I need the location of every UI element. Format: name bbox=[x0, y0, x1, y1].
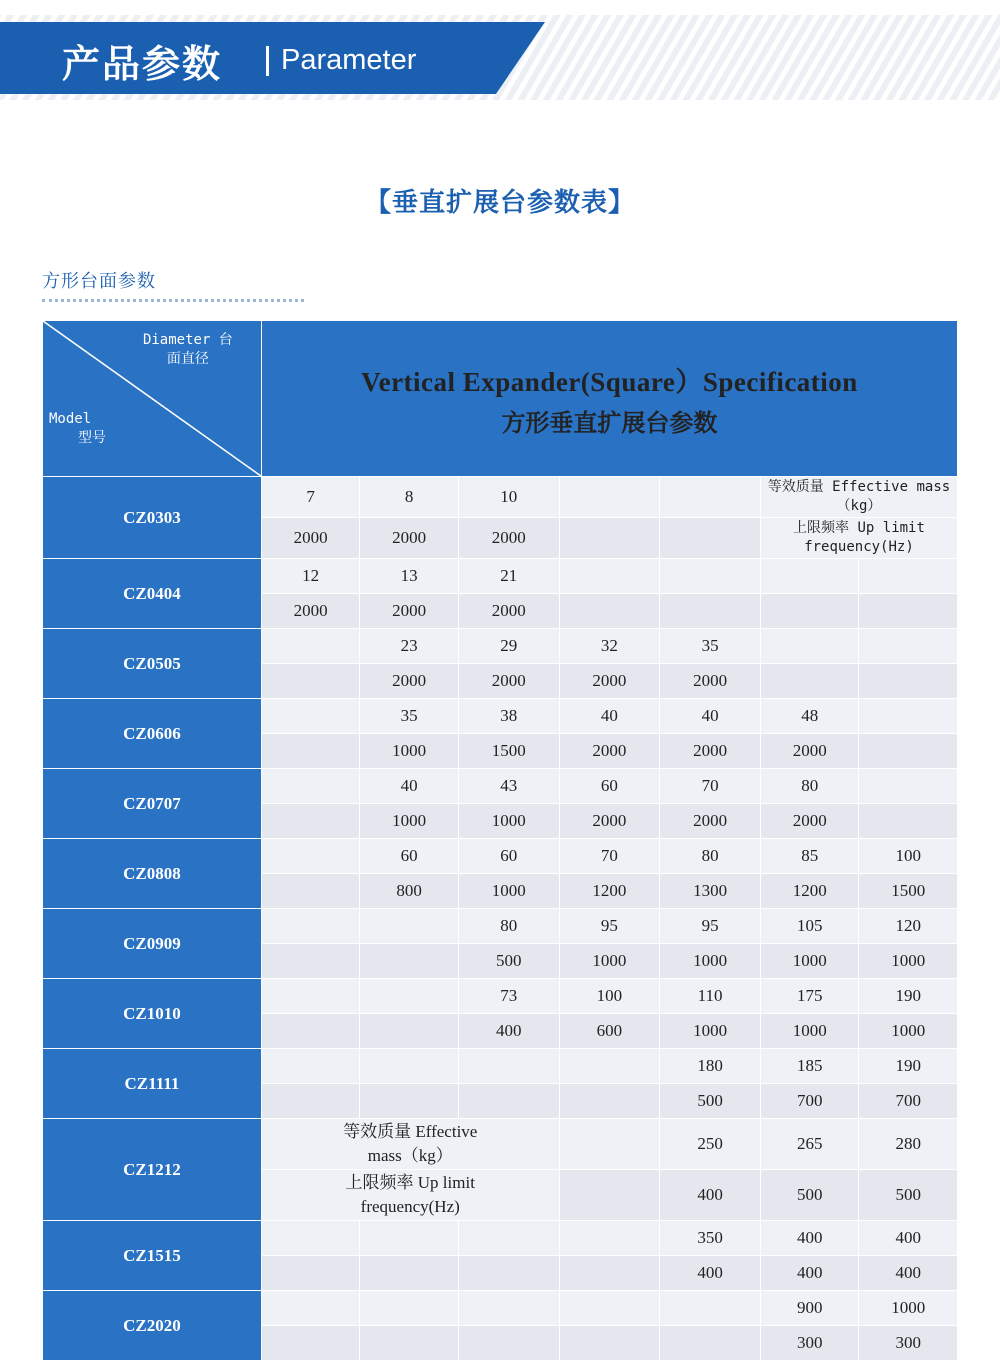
cell-freq bbox=[360, 1084, 459, 1119]
cell-freq bbox=[261, 1084, 360, 1119]
cell-freq: 1000 bbox=[760, 1014, 859, 1049]
cell-mass bbox=[360, 909, 459, 944]
table-row bbox=[43, 839, 958, 874]
model-cell-cz1111: CZ1111 bbox=[43, 1049, 262, 1119]
corner-diameter-line2: 面直径 bbox=[166, 351, 209, 367]
cell-mass: 32 bbox=[559, 629, 660, 664]
cell-freq bbox=[859, 804, 958, 839]
cell-mass: 10 bbox=[458, 477, 559, 518]
cell-mass bbox=[261, 979, 360, 1014]
cell-freq bbox=[360, 1256, 459, 1291]
model-cell-cz1212: CZ1212 bbox=[43, 1119, 262, 1221]
cell-freq: 2000 bbox=[458, 594, 559, 629]
corner-diameter-label bbox=[123, 331, 253, 369]
cell-freq: 1000 bbox=[760, 944, 859, 979]
cell-mass: 23 bbox=[360, 629, 459, 664]
cell-freq: 400 bbox=[859, 1256, 958, 1291]
page-title: 【垂直扩展台参数表】 bbox=[364, 188, 635, 218]
cell-mass: 400 bbox=[760, 1221, 859, 1256]
cell-freq bbox=[559, 1084, 660, 1119]
cell-mass bbox=[458, 1291, 559, 1326]
cell-mass bbox=[261, 909, 360, 944]
model-cell-cz2020: CZ2020 bbox=[43, 1291, 262, 1361]
table-row bbox=[43, 1221, 958, 1256]
cell-freq: 2000 bbox=[261, 518, 360, 559]
cell-mass: 60 bbox=[458, 839, 559, 874]
model-cell-cz1515: CZ1515 bbox=[43, 1221, 262, 1291]
legend-freq-text: 上限频率 Up limit bbox=[793, 520, 925, 536]
legend-up-limit-frequency bbox=[760, 518, 957, 559]
cell-freq bbox=[559, 594, 660, 629]
banner-divider bbox=[266, 46, 269, 76]
cell-mass bbox=[559, 1119, 660, 1170]
cell-freq: 1000 bbox=[660, 944, 761, 979]
cell-mass: 350 bbox=[660, 1221, 761, 1256]
table-row bbox=[43, 909, 958, 944]
cell-mass: 250 bbox=[660, 1119, 761, 1170]
cell-mass bbox=[559, 477, 660, 518]
cell-mass bbox=[261, 629, 360, 664]
legend-mass-unit: （kg） bbox=[836, 498, 882, 514]
cell-freq bbox=[458, 1326, 559, 1361]
cell-mass bbox=[660, 1291, 761, 1326]
cell-mass: 400 bbox=[859, 1221, 958, 1256]
cell-mass bbox=[261, 839, 360, 874]
corner-model-label bbox=[49, 410, 169, 448]
cell-freq: 1000 bbox=[458, 874, 559, 909]
table-header-title-cell bbox=[261, 321, 957, 477]
cell-freq: 800 bbox=[360, 874, 459, 909]
corner-diameter-line1: Diameter 台 bbox=[142, 332, 233, 348]
cell-freq bbox=[559, 1256, 660, 1291]
cell-freq: 700 bbox=[859, 1084, 958, 1119]
cell-mass: 80 bbox=[760, 769, 859, 804]
cell-freq bbox=[458, 1256, 559, 1291]
cell-freq: 1000 bbox=[458, 804, 559, 839]
cell-freq bbox=[859, 734, 958, 769]
cell-mass: 900 bbox=[760, 1291, 859, 1326]
table-row bbox=[43, 477, 958, 518]
cell-freq: 1000 bbox=[559, 944, 660, 979]
cell-freq: 2000 bbox=[760, 734, 859, 769]
cell-mass: 21 bbox=[458, 559, 559, 594]
model-cell-cz0303: CZ0303 bbox=[43, 477, 262, 559]
cell-mass: 40 bbox=[559, 699, 660, 734]
table-row bbox=[43, 979, 958, 1014]
cell-mass: 185 bbox=[760, 1049, 859, 1084]
cell-freq: 400 bbox=[760, 1256, 859, 1291]
cell-mass bbox=[559, 559, 660, 594]
table-row bbox=[43, 559, 958, 594]
table-row bbox=[43, 1119, 958, 1170]
cell-freq bbox=[360, 944, 459, 979]
cell-freq: 2000 bbox=[360, 594, 459, 629]
cell-freq: 2000 bbox=[559, 804, 660, 839]
cell-freq bbox=[859, 664, 958, 699]
cell-freq bbox=[458, 1084, 559, 1119]
cell-mass: 80 bbox=[660, 839, 761, 874]
cell-freq: 1000 bbox=[859, 1014, 958, 1049]
model-cell-cz0505: CZ0505 bbox=[43, 629, 262, 699]
cell-mass: 60 bbox=[360, 839, 459, 874]
cell-mass: 13 bbox=[360, 559, 459, 594]
table-header-title-en: Vertical Expander(Square）Specification bbox=[361, 366, 858, 397]
cell-freq: 400 bbox=[660, 1170, 761, 1221]
cell-freq: 2000 bbox=[458, 664, 559, 699]
cell-mass bbox=[261, 1221, 360, 1256]
corner-model-line2: 型号 bbox=[78, 430, 106, 446]
table-row bbox=[43, 1291, 958, 1326]
legend-freq-mid-line1: 上限频率 Up limit bbox=[345, 1173, 475, 1192]
cell-freq: 1000 bbox=[660, 1014, 761, 1049]
cell-freq: 1200 bbox=[760, 874, 859, 909]
cell-mass: 105 bbox=[760, 909, 859, 944]
cell-mass bbox=[360, 1291, 459, 1326]
cell-mass: 1000 bbox=[859, 1291, 958, 1326]
spec-table bbox=[42, 320, 958, 1361]
cell-mass bbox=[760, 629, 859, 664]
cell-freq: 1300 bbox=[660, 874, 761, 909]
cell-freq bbox=[559, 518, 660, 559]
cell-mass bbox=[859, 699, 958, 734]
cell-freq: 500 bbox=[859, 1170, 958, 1221]
cell-freq: 1500 bbox=[458, 734, 559, 769]
cell-freq: 500 bbox=[660, 1084, 761, 1119]
cell-freq bbox=[559, 1326, 660, 1361]
cell-freq: 1000 bbox=[360, 734, 459, 769]
cell-mass: 48 bbox=[760, 699, 859, 734]
cell-freq: 2000 bbox=[261, 594, 360, 629]
cell-freq: 2000 bbox=[360, 518, 459, 559]
cell-mass: 80 bbox=[458, 909, 559, 944]
cell-mass: 8 bbox=[360, 477, 459, 518]
cell-mass: 280 bbox=[859, 1119, 958, 1170]
cell-mass bbox=[559, 1221, 660, 1256]
cell-freq: 2000 bbox=[458, 518, 559, 559]
cell-freq: 700 bbox=[760, 1084, 859, 1119]
corner-model-line1: Model bbox=[49, 411, 92, 427]
cell-mass: 38 bbox=[458, 699, 559, 734]
dotted-divider bbox=[42, 299, 304, 302]
cell-mass: 7 bbox=[261, 477, 360, 518]
cell-mass bbox=[859, 559, 958, 594]
cell-mass: 29 bbox=[458, 629, 559, 664]
cell-freq: 500 bbox=[760, 1170, 859, 1221]
cell-mass bbox=[360, 979, 459, 1014]
cell-mass bbox=[859, 629, 958, 664]
cell-freq: 300 bbox=[760, 1326, 859, 1361]
cell-mass: 190 bbox=[859, 1049, 958, 1084]
cell-freq bbox=[261, 1326, 360, 1361]
cell-mass: 40 bbox=[660, 699, 761, 734]
cell-mass bbox=[458, 1049, 559, 1084]
table-row bbox=[43, 629, 958, 664]
cell-freq: 2000 bbox=[559, 734, 660, 769]
table-header-row bbox=[43, 321, 958, 477]
model-cell-cz0707: CZ0707 bbox=[43, 769, 262, 839]
cell-mass bbox=[458, 1221, 559, 1256]
legend-mass-mid-line2: mass（kg） bbox=[367, 1146, 453, 1165]
cell-mass: 70 bbox=[660, 769, 761, 804]
cell-mass bbox=[360, 1049, 459, 1084]
section-heading-group bbox=[42, 267, 342, 302]
table-row bbox=[43, 1049, 958, 1084]
cell-mass bbox=[559, 1049, 660, 1084]
cell-freq bbox=[261, 1014, 360, 1049]
cell-freq bbox=[660, 1326, 761, 1361]
cell-mass bbox=[559, 1291, 660, 1326]
cell-mass: 175 bbox=[760, 979, 859, 1014]
cell-mass: 35 bbox=[360, 699, 459, 734]
model-cell-cz0909: CZ0909 bbox=[43, 909, 262, 979]
cell-freq: 2000 bbox=[360, 664, 459, 699]
legend-freq-unit: frequency(Hz) bbox=[804, 539, 914, 555]
cell-mass bbox=[261, 1049, 360, 1084]
cell-freq bbox=[760, 664, 859, 699]
cell-mass: 110 bbox=[660, 979, 761, 1014]
cell-freq bbox=[660, 594, 761, 629]
cell-mass bbox=[261, 699, 360, 734]
cell-freq: 2000 bbox=[660, 664, 761, 699]
model-cell-cz0404: CZ0404 bbox=[43, 559, 262, 629]
cell-mass bbox=[660, 477, 761, 518]
cell-freq bbox=[859, 594, 958, 629]
table-row bbox=[43, 699, 958, 734]
cell-freq: 400 bbox=[660, 1256, 761, 1291]
cell-mass: 190 bbox=[859, 979, 958, 1014]
cell-mass: 95 bbox=[559, 909, 660, 944]
cell-freq: 600 bbox=[559, 1014, 660, 1049]
cell-mass: 43 bbox=[458, 769, 559, 804]
cell-freq bbox=[261, 1256, 360, 1291]
cell-mass: 265 bbox=[760, 1119, 859, 1170]
legend-effective-mass bbox=[760, 477, 957, 518]
cell-mass: 100 bbox=[859, 839, 958, 874]
cell-mass bbox=[859, 769, 958, 804]
banner-title-english: Parameter bbox=[281, 44, 417, 76]
model-cell-cz0808: CZ0808 bbox=[43, 839, 262, 909]
section-heading: 方形台面参数 bbox=[42, 271, 156, 292]
table-header-title-cn: 方形垂直扩展台参数 bbox=[501, 408, 718, 437]
table-corner-cell bbox=[43, 321, 262, 477]
cell-mass: 12 bbox=[261, 559, 360, 594]
cell-freq: 300 bbox=[859, 1326, 958, 1361]
legend-effective-mass-mid bbox=[261, 1119, 559, 1170]
cell-freq bbox=[660, 518, 761, 559]
cell-freq bbox=[360, 1326, 459, 1361]
table-row bbox=[43, 769, 958, 804]
cell-freq bbox=[261, 944, 360, 979]
cell-freq: 400 bbox=[458, 1014, 559, 1049]
cell-freq bbox=[261, 874, 360, 909]
cell-mass: 60 bbox=[559, 769, 660, 804]
cell-freq bbox=[360, 1014, 459, 1049]
cell-freq: 1500 bbox=[859, 874, 958, 909]
cell-mass bbox=[760, 559, 859, 594]
cell-freq: 500 bbox=[458, 944, 559, 979]
cell-mass: 100 bbox=[559, 979, 660, 1014]
cell-mass: 40 bbox=[360, 769, 459, 804]
legend-mass-mid-line1: 等效质量 Effective bbox=[343, 1122, 478, 1141]
model-cell-cz0606: CZ0606 bbox=[43, 699, 262, 769]
cell-freq: 2000 bbox=[660, 804, 761, 839]
cell-mass: 85 bbox=[760, 839, 859, 874]
cell-freq bbox=[261, 664, 360, 699]
cell-mass: 120 bbox=[859, 909, 958, 944]
cell-mass bbox=[360, 1221, 459, 1256]
cell-freq: 1000 bbox=[859, 944, 958, 979]
model-cell-cz1010: CZ1010 bbox=[43, 979, 262, 1049]
spec-table-wrapper bbox=[42, 320, 958, 1361]
cell-freq bbox=[559, 1170, 660, 1221]
cell-freq bbox=[760, 594, 859, 629]
legend-mass-text: 等效质量 Effective mass bbox=[767, 479, 951, 495]
cell-freq bbox=[261, 734, 360, 769]
cell-freq: 2000 bbox=[660, 734, 761, 769]
cell-mass: 95 bbox=[660, 909, 761, 944]
banner-title-chinese: 产品参数 bbox=[62, 42, 223, 86]
page-header-banner bbox=[0, 0, 1000, 115]
legend-freq-mid-line2: frequency(Hz) bbox=[360, 1197, 460, 1216]
cell-mass: 35 bbox=[660, 629, 761, 664]
cell-freq bbox=[261, 804, 360, 839]
cell-mass bbox=[660, 559, 761, 594]
cell-freq: 1200 bbox=[559, 874, 660, 909]
cell-mass bbox=[261, 1291, 360, 1326]
legend-up-limit-frequency-mid bbox=[261, 1170, 559, 1221]
cell-mass: 73 bbox=[458, 979, 559, 1014]
cell-freq: 2000 bbox=[559, 664, 660, 699]
cell-mass: 180 bbox=[660, 1049, 761, 1084]
cell-freq: 1000 bbox=[360, 804, 459, 839]
cell-freq: 2000 bbox=[760, 804, 859, 839]
cell-mass: 70 bbox=[559, 839, 660, 874]
cell-mass bbox=[261, 769, 360, 804]
